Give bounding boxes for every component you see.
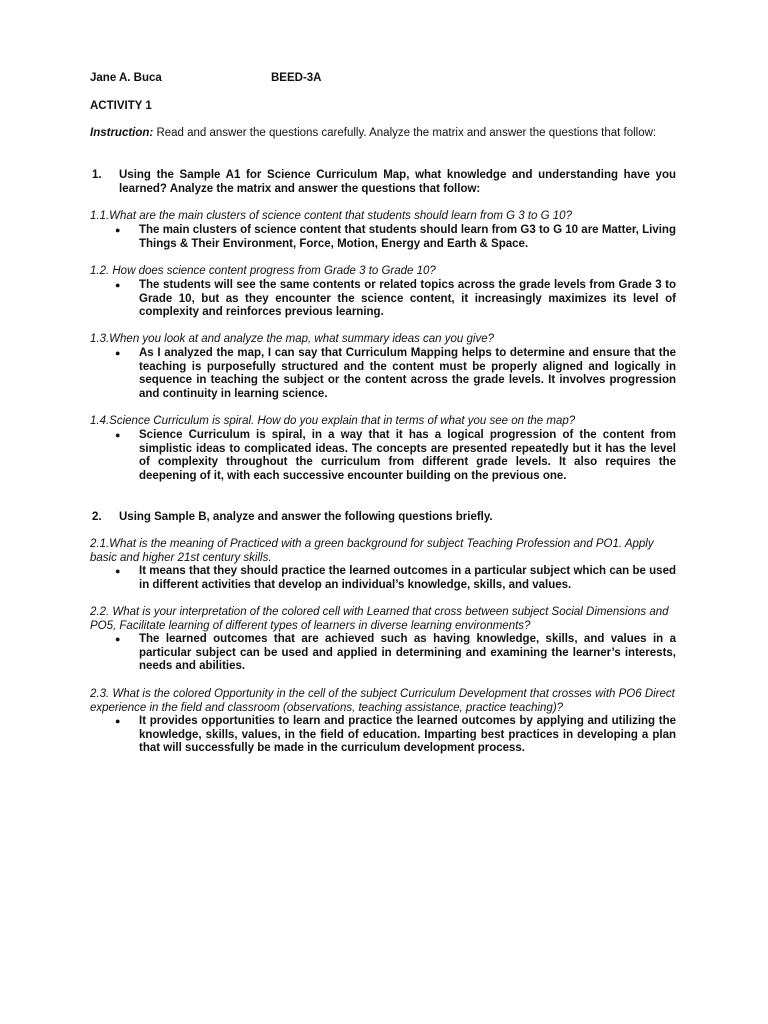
question-2 <box>90 511 676 525</box>
bullet-icon: ● <box>115 225 121 235</box>
question-1-text: Using the Sample A1 for Science Curriculum Map, what knowledge and understanding have you learned? Analyze the matrix and answer the questions that follow: <box>119 169 676 195</box>
question-1-3: 1.3.When you look at and analyze the map, what summary ideas can you give? <box>90 333 495 345</box>
student-class: BEED-3A <box>271 72 322 84</box>
activity-title: ACTIVITY 1 <box>90 100 152 112</box>
answer-2-2 <box>115 633 676 674</box>
bullet-icon: ● <box>115 634 121 644</box>
answer-1-4 <box>115 429 676 483</box>
bullet-icon: ● <box>115 430 121 440</box>
student-name: Jane A. Buca <box>90 72 162 84</box>
bullet-icon: ● <box>115 280 121 290</box>
question-2-text: Using Sample B, analyze and answer the following questions briefly. <box>119 511 493 523</box>
answer-2-2-text: The learned outcomes that are achieved such as having knowledge, skills, and values in a particular subject can be used and applied in determining and examining the learner’s interests, needs and abilities. <box>139 633 676 673</box>
answer-2-1-text: It means that they should practice the learned outcomes in a particular subject which can be used in different activities that develop an individual’s knowledge, skills, and values. <box>139 565 676 591</box>
question-1-1: 1.1.What are the main clusters of science content that students should learn from G 3 to G 10? <box>90 210 572 222</box>
question-1-number: 1. <box>92 169 102 181</box>
answer-1-3 <box>115 347 676 401</box>
question-2-1: 2.1.What is the meaning of Practiced with a green background for subject Teaching Profession and PO1. Apply basic and higher 21st century skills. <box>90 538 654 564</box>
answer-1-1 <box>115 224 676 251</box>
answer-2-1 <box>115 565 676 592</box>
question-2-3: 2.3. What is the colored Opportunity in the cell of the subject Curriculum Development that crosses with PO6 Direct experience in the field and classroom (observations, teaching assistance, practice teaching)? <box>90 688 675 714</box>
answer-1-4-text: Science Curriculum is spiral, in a way that it has a logical progression of the content from simplistic ideas to complicated ideas. The concepts are presented repeatedly but it has the level of complexity throughout the curriculum from different grade levels. It also requires the deepening of it, with each successive encounter building on the previous one. <box>139 429 676 482</box>
instruction-text: Read and answer the questions carefully. Analyze the matrix and answer the questions that follow: <box>153 127 657 139</box>
bullet-icon: ● <box>115 348 121 358</box>
answer-1-3-text: As I analyzed the map, I can say that Curriculum Mapping helps to determine and ensure that the teaching is purposefully structured and the content must be properly aligned and logically in sequence in teaching the subject or the content across the grade levels. It involves progression and continuity in learning science. <box>139 347 676 400</box>
question-2-2: 2.2. What is your interpretation of the colored cell with Learned that cross between subject Social Dimensions and PO5, Facilitate learning of different types of learners in diverse learning environments? <box>90 606 669 632</box>
answer-1-2-text: The students will see the same contents or related topics across the grade levels from Grade 3 to Grade 10, but as they encounter the science content, it increasingly maximizes its level of complexity and reinforces previous learning. <box>139 279 676 319</box>
instruction-label: Instruction: <box>90 127 154 139</box>
instruction-paragraph <box>90 127 676 141</box>
question-2-number: 2. <box>92 511 102 523</box>
question-1 <box>90 169 676 196</box>
bullet-icon: ● <box>115 566 121 576</box>
answer-2-3-text: It provides opportunities to learn and practice the learned outcomes by applying and utilizing the knowledge, skills, values, in the field of education. Imparting best practices in developing a plan that will successfully be made in the curriculum development process. <box>139 715 676 755</box>
question-1-2: 1.2. How does science content progress from Grade 3 to Grade 10? <box>90 265 436 277</box>
answer-1-1-text: The main clusters of science content that students should learn from G3 to G 10 are Matter, Living Things & Their Environment, Force, Motion, Energy and Earth & Space. <box>139 224 676 250</box>
bullet-icon: ● <box>115 716 121 726</box>
question-1-4: 1.4.Science Curriculum is spiral. How do you explain that in terms of what you see on the map? <box>90 415 576 427</box>
answer-1-2 <box>115 279 676 320</box>
answer-2-3 <box>115 715 676 756</box>
